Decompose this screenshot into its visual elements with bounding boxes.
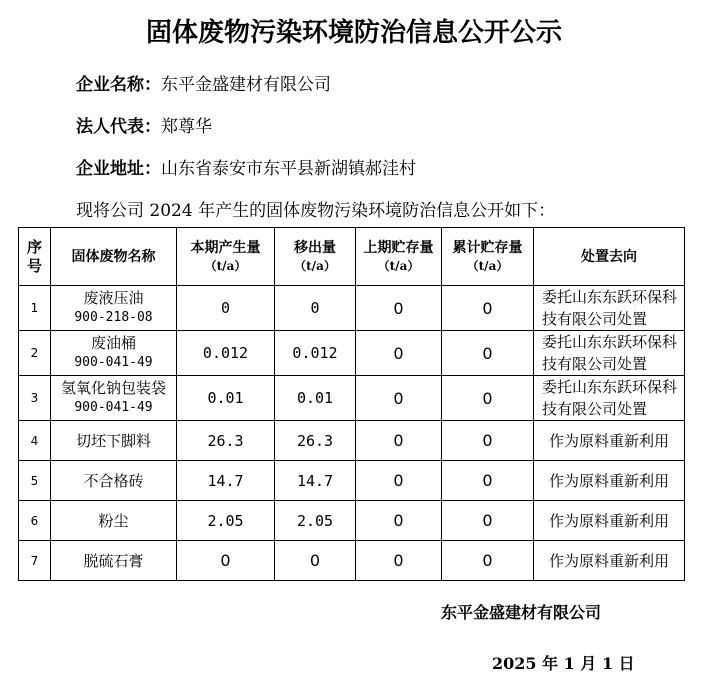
- waste-table: [18, 227, 685, 581]
- cell-name: 废油桶 900-041-49: [51, 331, 177, 376]
- cell-generated: 0.01: [177, 376, 275, 421]
- cell-disposal: 委托山东东跃环保科技有限公司处置: [534, 376, 685, 421]
- legal-rep-label: 法人代表：: [76, 117, 161, 137]
- cell-generated: 0.012: [177, 331, 275, 376]
- header-disposal: 处置去向: [534, 228, 685, 286]
- cell-index: 2: [19, 331, 51, 376]
- table-row: [19, 461, 685, 501]
- header-cum-stock: 累计贮存量 （t/a）: [442, 228, 534, 286]
- table-row: [19, 376, 685, 421]
- cell-name: 切坯下脚料: [51, 421, 177, 461]
- signature-company: 东平金盛建材有限公司: [441, 603, 602, 622]
- table-row: [19, 541, 685, 581]
- legal-rep-value: 郑尊华: [161, 117, 212, 137]
- intro-text: 现将公司 2024 年产生的固体废物污染环境防治信息公开如下：: [76, 201, 556, 221]
- cell-cum-stock: 0: [442, 421, 534, 461]
- header-prev-stock: 上期贮存量 （t/a）: [356, 228, 442, 286]
- cell-prev-stock: 0: [356, 286, 442, 331]
- cell-index: 6: [19, 501, 51, 541]
- cell-disposal: 委托山东东跃环保科技有限公司处置: [534, 286, 685, 331]
- cell-index: 5: [19, 461, 51, 501]
- cell-name: 氢氧化钠包装袋 900-041-49: [51, 376, 177, 421]
- cell-disposal: 作为原料重新利用: [534, 461, 685, 501]
- cell-transferred: 26.3: [275, 421, 356, 461]
- address-value: 山东省泰安市东平县新湖镇郝洼村: [161, 159, 416, 179]
- cell-transferred: 0: [275, 541, 356, 581]
- company-name-value: 东平金盛建材有限公司: [161, 75, 331, 95]
- cell-index: 7: [19, 541, 51, 581]
- table-row: [19, 331, 685, 376]
- cell-prev-stock: 0: [356, 331, 442, 376]
- cell-cum-stock: 0: [442, 286, 534, 331]
- signature-date: 2025 年 1 月 1 日: [492, 654, 635, 673]
- cell-prev-stock: 0: [356, 541, 442, 581]
- cell-prev-stock: 0: [356, 501, 442, 541]
- cell-prev-stock: 0: [356, 376, 442, 421]
- cell-cum-stock: 0: [442, 541, 534, 581]
- company-name-label: 企业名称：: [76, 75, 161, 95]
- cell-name: 废液压油 900-218-08: [51, 286, 177, 331]
- cell-prev-stock: 0: [356, 421, 442, 461]
- cell-generated: 14.7: [177, 461, 275, 501]
- cell-disposal: 委托山东东跃环保科技有限公司处置: [534, 331, 685, 376]
- document-title: 固体废物污染环境防治信息公开公示: [145, 18, 562, 48]
- cell-index: 1: [19, 286, 51, 331]
- header-index: 序号: [19, 228, 51, 286]
- header-transferred: 移出量 （t/a）: [275, 228, 356, 286]
- cell-cum-stock: 0: [442, 331, 534, 376]
- cell-transferred: 0.012: [275, 331, 356, 376]
- table-row: [19, 286, 685, 331]
- cell-transferred: 2.05: [275, 501, 356, 541]
- cell-name: 脱硫石膏: [51, 541, 177, 581]
- cell-name: 不合格砖: [51, 461, 177, 501]
- cell-transferred: 0: [275, 286, 356, 331]
- legal-rep-line: [76, 112, 212, 137]
- cell-transferred: 0.01: [275, 376, 356, 421]
- cell-generated: 26.3: [177, 421, 275, 461]
- cell-transferred: 14.7: [275, 461, 356, 501]
- cell-index: 4: [19, 421, 51, 461]
- cell-cum-stock: 0: [442, 461, 534, 501]
- table-row: [19, 501, 685, 541]
- cell-generated: 0: [177, 541, 275, 581]
- table-row: [19, 421, 685, 461]
- cell-cum-stock: 0: [442, 376, 534, 421]
- cell-index: 3: [19, 376, 51, 421]
- cell-prev-stock: 0: [356, 461, 442, 501]
- cell-disposal: 作为原料重新利用: [534, 501, 685, 541]
- company-name-line: [76, 70, 331, 95]
- address-line: [76, 154, 416, 179]
- cell-generated: 0: [177, 286, 275, 331]
- cell-generated: 2.05: [177, 501, 275, 541]
- cell-disposal: 作为原料重新利用: [534, 421, 685, 461]
- cell-disposal: 作为原料重新利用: [534, 541, 685, 581]
- cell-name: 粉尘: [51, 501, 177, 541]
- cell-cum-stock: 0: [442, 501, 534, 541]
- header-generated: 本期产生量 （t/a）: [177, 228, 275, 286]
- table-header-row: [19, 228, 685, 286]
- address-label: 企业地址：: [76, 159, 161, 179]
- header-name: 固体废物名称: [51, 228, 177, 286]
